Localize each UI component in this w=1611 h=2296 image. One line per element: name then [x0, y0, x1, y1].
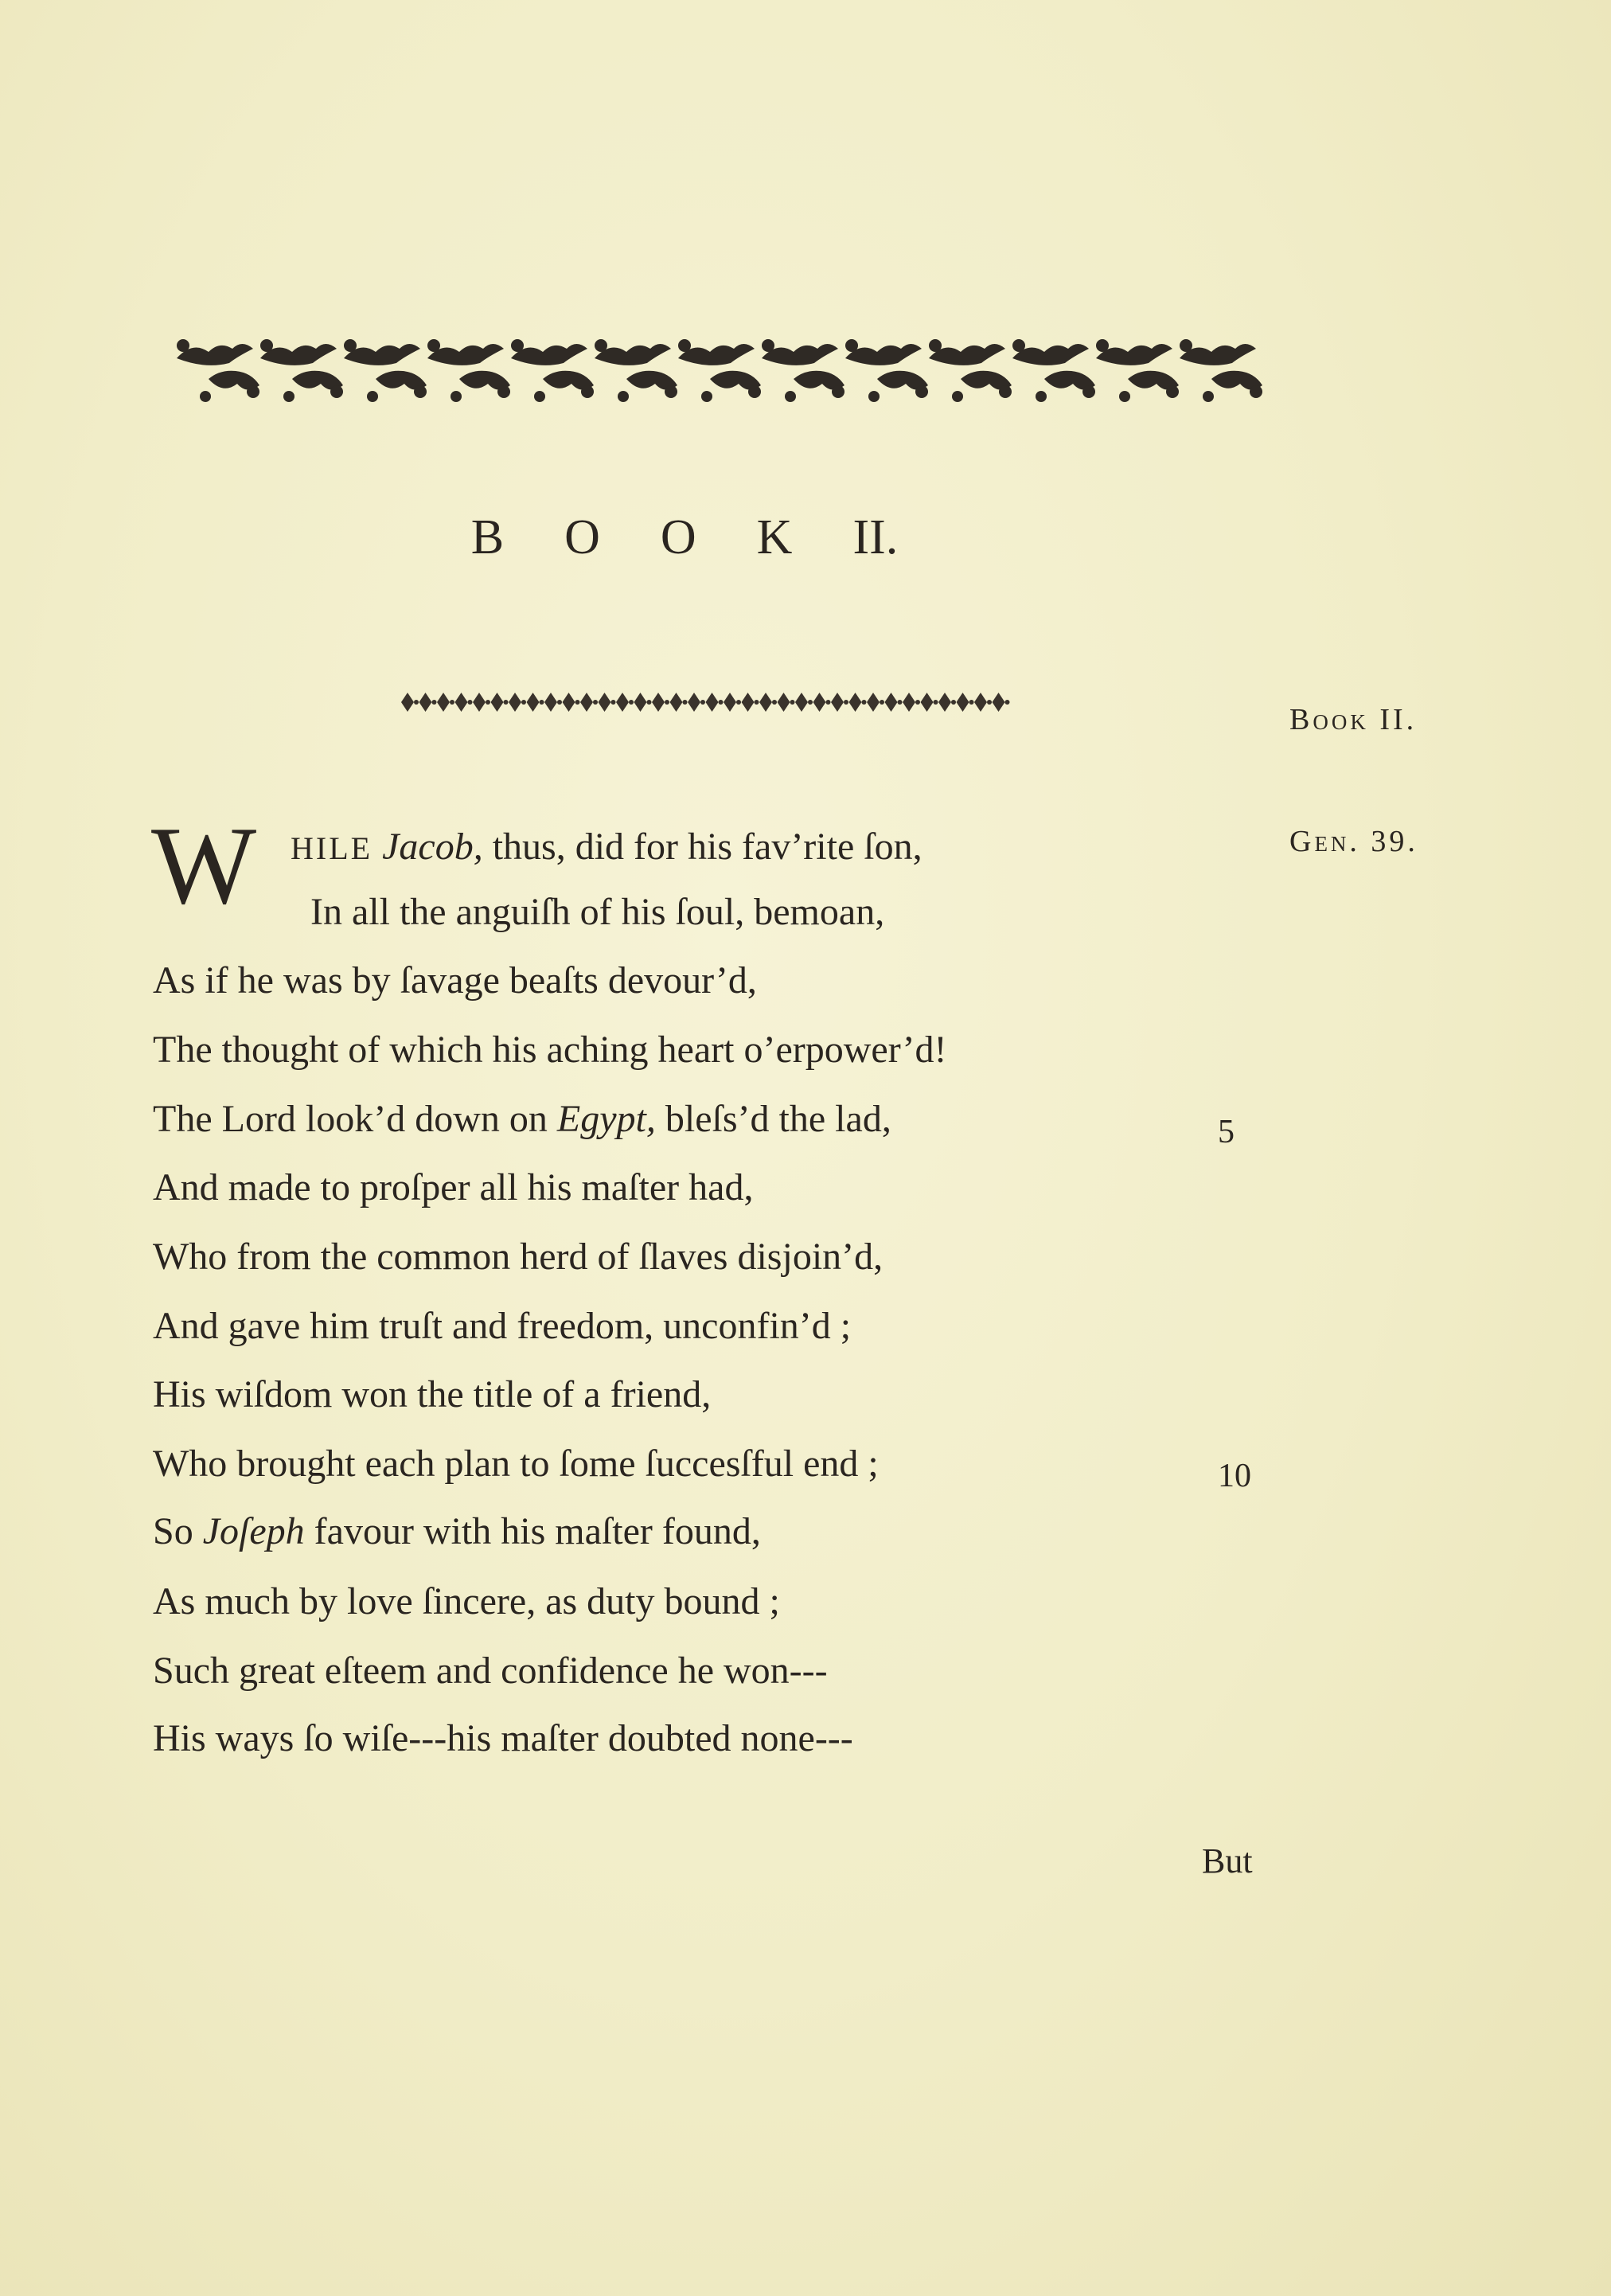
catchword: But — [1202, 1841, 1253, 1880]
verse-text: thus, did for his fav’rite ſon, — [492, 826, 923, 868]
book-title — [0, 510, 1369, 566]
verse-text: favour with his maſter found, — [304, 1510, 761, 1552]
drop-cap: W — [151, 804, 257, 927]
verse-line-13: Such great eſteem and confidence he won--- — [153, 1650, 828, 1692]
book-title-letter: O — [660, 510, 696, 564]
name-jacob: Jacob, — [382, 826, 483, 868]
line-number-5: 5 — [1218, 1114, 1235, 1150]
verse-line-5 — [153, 1100, 891, 1138]
book-title-letter: O — [564, 510, 600, 564]
name-egypt: Egypt, — [556, 1098, 656, 1140]
verse-line-3: As if he was by ſavage beaſts devour’d, — [153, 959, 757, 1002]
name-joseph: Joſeph — [202, 1510, 305, 1552]
line-number-10: 10 — [1218, 1458, 1251, 1494]
book-title-letter: K — [756, 510, 793, 564]
verse-line-12: As much by love ſincere, as duty bound ; — [153, 1580, 780, 1622]
verse-text: So — [153, 1510, 203, 1552]
first-word-caps: HILE — [291, 830, 373, 866]
book-title-letter: B — [470, 510, 505, 564]
fleuron-ornament-band — [398, 686, 1019, 718]
verse-line-14: His ways ſo wiſe---his maſter doubted none--- — [153, 1717, 853, 1759]
book-title-letter: II. — [852, 510, 899, 564]
verse-line-7: Who from the common herd of ſlaves disjoin’d, — [153, 1236, 884, 1278]
verse-line-4: The thought of which his aching heart o’erpower’d! — [153, 1029, 947, 1071]
verse-line-1 — [291, 828, 923, 866]
verse-line-6: And made to proſper all his maſter had, — [153, 1166, 754, 1209]
verse-line-8: And gave him truſt and freedom, unconfin’d ; — [153, 1305, 852, 1347]
margin-note-book: Book II. — [1289, 703, 1418, 736]
vine-ornament-top — [169, 334, 1267, 414]
margin-note-genesis: Gen. 39. — [1289, 825, 1418, 858]
verse-text: The Lord look’d down on — [153, 1098, 557, 1140]
verse-line-10: Who brought each plan to ſome ſuccesſful end ; — [153, 1443, 879, 1485]
verse-line-11 — [153, 1510, 761, 1552]
verse-text: bleſs’d the lad, — [655, 1098, 891, 1140]
verse-line-2: In all the anguiſh of his ſoul, bemoan, — [310, 891, 885, 933]
verse-line-9: His wiſdom won the title of a friend, — [153, 1373, 712, 1415]
